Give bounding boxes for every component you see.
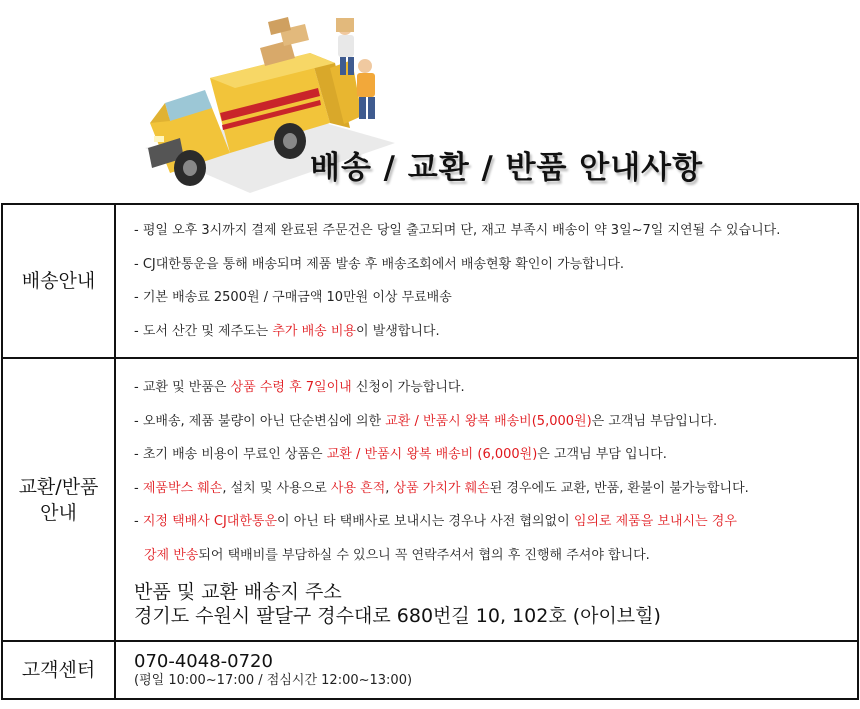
notice-line [134, 281, 857, 315]
notice-line [134, 505, 857, 539]
notice-text: - [134, 480, 143, 496]
notice-text: - [134, 514, 143, 529]
notice-line [134, 405, 857, 439]
info-table [1, 203, 859, 700]
notice-text: - 기본 배송료 2500원 / 구매금액 10만원 이상 무료배송 [134, 290, 452, 305]
notice-text: 된 경우에도 교환, 반품, 환불이 불가능합니다. [489, 480, 749, 496]
highlight-text: 임의로 제품을 보내시는 경우 [573, 514, 737, 529]
notice-line [134, 472, 857, 506]
returns-label [2, 358, 115, 641]
shipping-row [2, 204, 858, 358]
notice-text: - 평일 오후 3시까지 결제 완료된 주문건은 당일 출고되며 단, 재고 부족시 배송이 약 3일~7일 지연될 수 있습니다. [134, 223, 781, 238]
notice-text: 되어 택배비를 부담하실 수 있으니 꼭 연락주셔서 협의 후 진행해 주셔야 합니다. [198, 547, 650, 563]
returns-lines [134, 371, 857, 572]
notice-line [134, 214, 857, 248]
shipping-content [115, 204, 858, 358]
highlight-text: 교환 / 반품시 왕복 배송비 (6,000원) [326, 447, 538, 462]
returns-label-line1: 교환/반품 [18, 475, 99, 498]
notice-text: 이 발생합니다. [356, 323, 440, 339]
notice-text: , 설치 및 사용으로 [222, 480, 331, 496]
notice-line [134, 539, 857, 573]
return-address-title: 반품 및 교환 배송지 주소 [134, 581, 342, 603]
highlight-text: 교환 / 반품시 왕복 배송비(5,000원) [385, 413, 592, 429]
notice-text: 은 고객님 부담입니다. [591, 413, 718, 429]
notice-line [134, 371, 857, 405]
notice-text: , [385, 480, 394, 496]
highlight-text: 사용 흔적 [330, 480, 386, 496]
notice-text: 신청이 가능합니다. [351, 380, 465, 395]
highlight-text: 추가 배송 비용 [272, 323, 356, 339]
shipping-lines [134, 214, 857, 348]
notice-line [134, 248, 857, 282]
customer-service-content [115, 641, 858, 699]
notice-text: 은 고객님 부담 입니다. [537, 447, 667, 462]
returns-label-line2: 안내 [40, 501, 77, 524]
notice-text: - 오배송, 제품 불량이 아닌 단순변심에 의한 [134, 413, 386, 429]
customer-service-row [2, 641, 858, 699]
notice-text: 이 아닌 타 택배사로 보내시는 경우나 사전 협의없이 [277, 514, 574, 529]
notice-text: - 도서 산간 및 제주도는 [134, 323, 273, 339]
highlight-text: 제품박스 훼손 [142, 480, 223, 496]
notice-text: - CJ대한통운을 통해 배송되며 제품 발송 후 배송조회에서 배송현황 확인이 가능합니다. [134, 256, 625, 272]
customer-service-hours: (평일 10:00~17:00 / 점심시간 12:00~13:00) [134, 673, 413, 688]
customer-service-label: 고객센터 [2, 641, 115, 699]
notice-text: - 교환 및 반품은 [134, 380, 231, 395]
highlight-text: 강제 반송 [144, 547, 199, 563]
return-address: 경기도 수원시 팔달구 경수대로 680번길 10, 102호 (아이브힐) [134, 605, 661, 627]
page-title: 배송 / 교환 / 반품 안내사항 [310, 150, 704, 186]
notice-line [134, 438, 857, 472]
header [0, 0, 860, 200]
returns-row [2, 358, 858, 641]
customer-service-phone: 070-4048-0720 [134, 651, 273, 672]
highlight-text: 상품 가치가 훼손 [393, 480, 490, 496]
highlight-text: 지정 택배사 CJ대한통운 [142, 514, 278, 529]
notice-text: - 초기 배송 비용이 무료인 상품은 [134, 447, 327, 462]
returns-content [115, 358, 858, 641]
highlight-text: 상품 수령 후 7일이내 [230, 380, 352, 395]
shipping-label: 배송안내 [2, 204, 115, 358]
return-address-block [134, 580, 857, 628]
notice-line [134, 315, 857, 349]
